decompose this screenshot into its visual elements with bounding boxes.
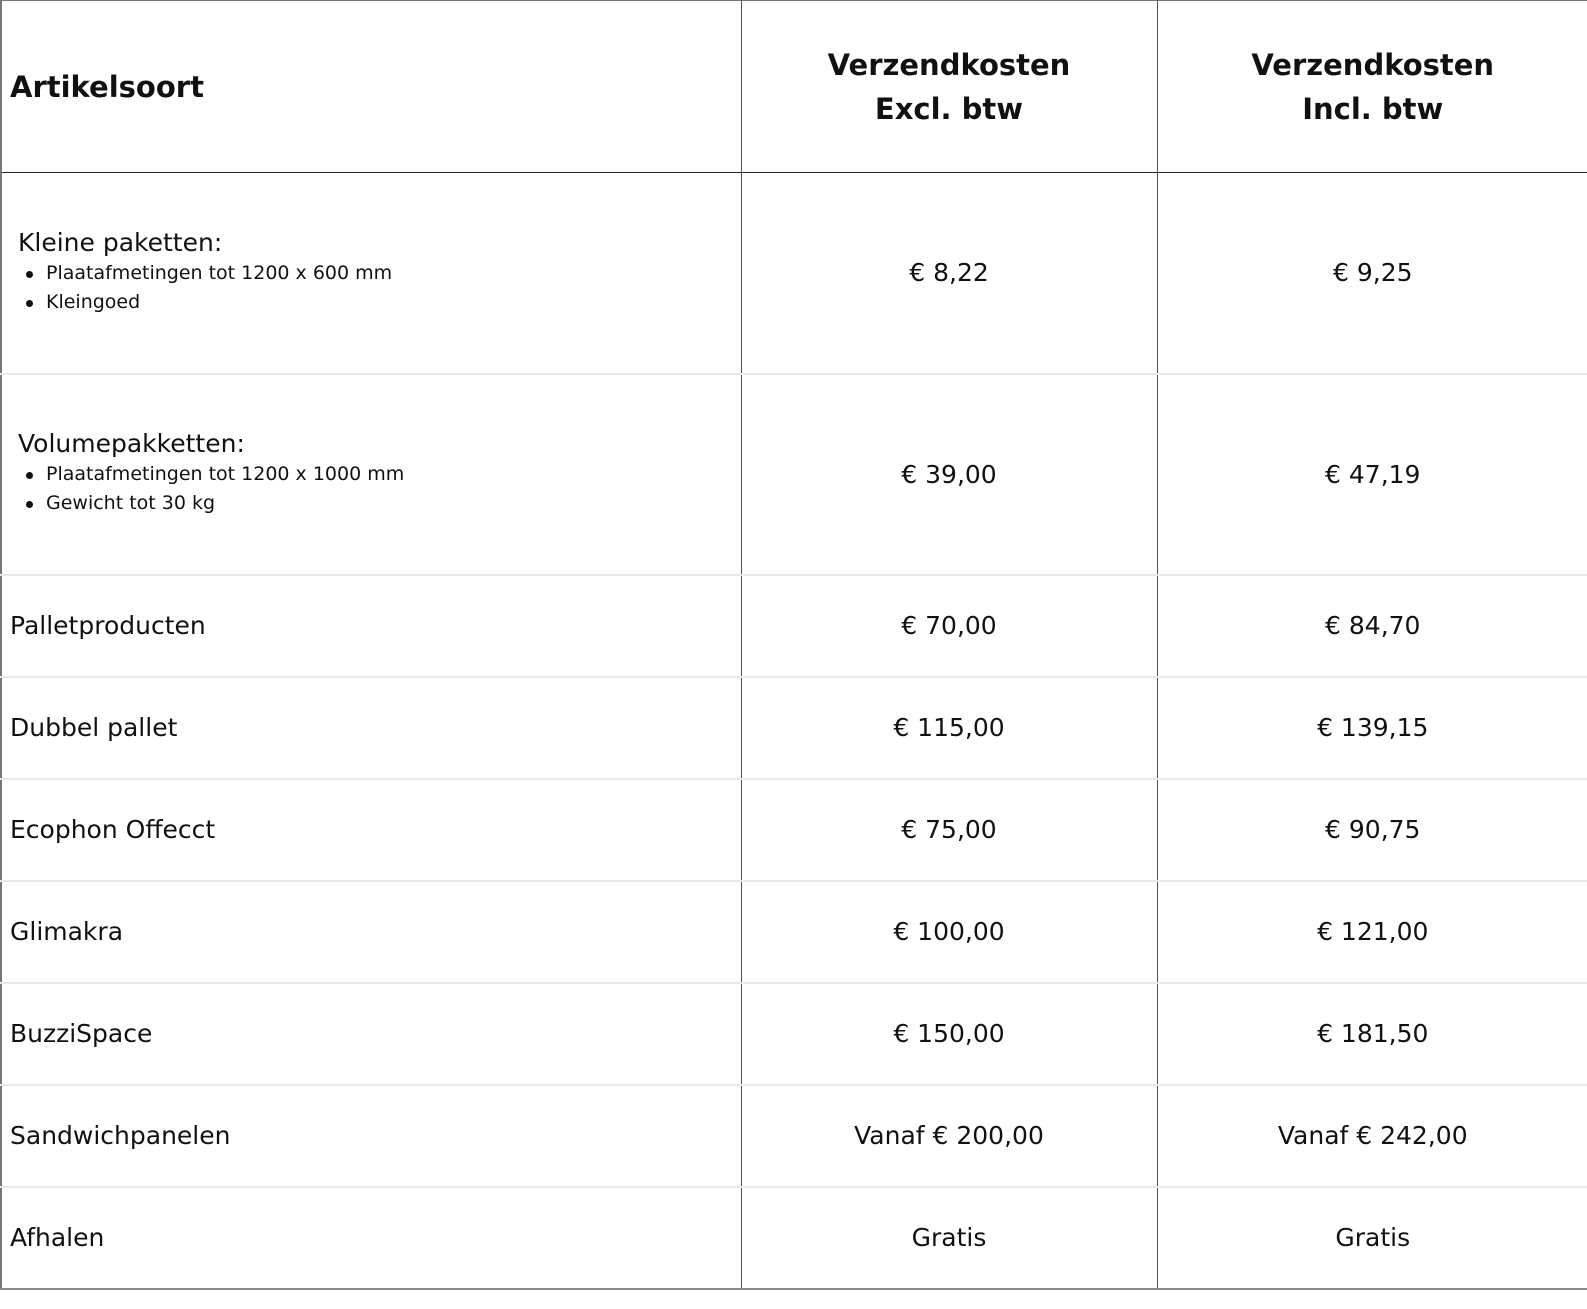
bullet-icon — [26, 472, 33, 479]
bullet-text: Kleingoed — [46, 290, 141, 313]
article-type-cell: Sandwichpanelen — [1, 1085, 741, 1187]
article-type-cell — [1, 173, 741, 374]
table-body — [1, 173, 1587, 1289]
price-incl-vat: Vanaf € 242,00 — [1157, 1085, 1587, 1187]
table-header — [1, 1, 1587, 173]
price-incl-vat: € 84,70 — [1157, 575, 1587, 677]
article-type-cell — [1, 374, 741, 575]
bullet-text: Plaatafmetingen tot 1200 x 1000 mm — [46, 463, 405, 485]
article-type-cell: Afhalen — [1, 1187, 741, 1289]
article-group-bullets — [18, 259, 741, 317]
table-row — [1, 374, 1587, 575]
price-incl-vat: € 47,19 — [1157, 374, 1587, 575]
table-row — [1, 677, 1587, 779]
header-incl-line1: Verzendkosten — [1251, 47, 1495, 82]
price-incl-vat: € 139,15 — [1157, 677, 1587, 779]
article-group-bullets — [18, 460, 741, 518]
bullet-icon — [26, 271, 33, 278]
price-incl-vat: € 9,25 — [1157, 173, 1587, 374]
header-row — [1, 1, 1587, 173]
price-excl-vat: € 8,22 — [741, 173, 1157, 374]
header-article-type-label: Artikelsoort — [10, 69, 204, 104]
table-row — [1, 575, 1587, 677]
article-type-cell: Glimakra — [1, 881, 741, 983]
price-incl-vat: € 181,50 — [1157, 983, 1587, 1085]
table-row — [1, 173, 1587, 374]
header-article-type — [1, 1, 741, 173]
table-row — [1, 1187, 1587, 1289]
bullet-text: Plaatafmetingen tot 1200 x 600 mm — [46, 261, 393, 284]
price-incl-vat: € 90,75 — [1157, 779, 1587, 881]
article-type-cell: BuzziSpace — [1, 983, 741, 1085]
article-group-title: Volumepakketten: — [18, 429, 245, 458]
price-incl-vat: Gratis — [1157, 1187, 1587, 1289]
table-row — [1, 881, 1587, 983]
header-excl-vat — [741, 1, 1157, 173]
price-incl-vat: € 121,00 — [1157, 881, 1587, 983]
article-type-cell: Ecophon Offecct — [1, 779, 741, 881]
price-excl-vat: € 75,00 — [741, 779, 1157, 881]
price-excl-vat: € 115,00 — [741, 677, 1157, 779]
bullet-text: Gewicht tot 30 kg — [46, 492, 216, 514]
header-excl-line2: Excl. btw — [874, 91, 1024, 126]
header-incl-vat — [1157, 1, 1587, 173]
price-excl-vat: Vanaf € 200,00 — [741, 1085, 1157, 1187]
article-group-volume-parcels — [10, 428, 741, 518]
bullet-item — [18, 489, 741, 518]
price-excl-vat: € 39,00 — [741, 374, 1157, 575]
bullet-icon — [26, 501, 33, 508]
article-type-cell: Dubbel pallet — [1, 677, 741, 779]
bullet-icon — [26, 300, 33, 307]
price-excl-vat: Gratis — [741, 1187, 1157, 1289]
table-row — [1, 983, 1587, 1085]
bullet-item — [18, 460, 741, 489]
price-excl-vat: € 100,00 — [741, 881, 1157, 983]
header-incl-line2: Incl. btw — [1302, 91, 1444, 126]
article-type-cell: Palletproducten — [1, 575, 741, 677]
header-excl-line1: Verzendkosten — [827, 47, 1071, 82]
bullet-item — [18, 259, 741, 288]
article-group-small-parcels — [10, 227, 741, 317]
price-excl-vat: € 70,00 — [741, 575, 1157, 677]
bullet-item — [18, 288, 741, 317]
table-row — [1, 779, 1587, 881]
table-row — [1, 1085, 1587, 1187]
price-excl-vat: € 150,00 — [741, 983, 1157, 1085]
article-group-title: Kleine paketten: — [18, 227, 223, 257]
